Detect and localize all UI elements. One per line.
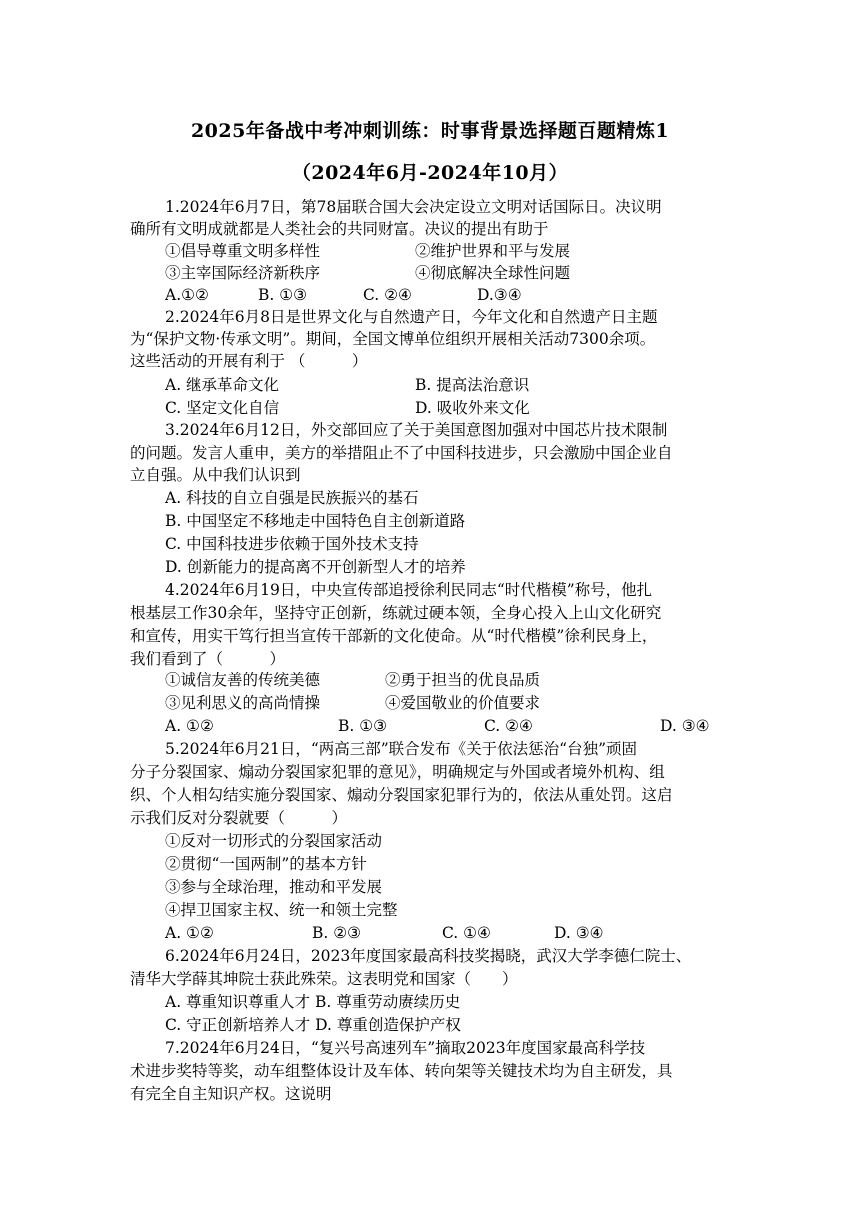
question-2-line-3: 这些活动的开展有利于 （ ） xyxy=(130,352,368,370)
question-2-option-c: C. 坚定文化自信 xyxy=(165,399,280,417)
question-1-statement-3: ③主宰国际经济新秩序 xyxy=(165,264,321,282)
question-3-option-d: D. 创新能力的提高离不开创新型人才的培养 xyxy=(165,558,466,576)
question-6-options-a-b: A. 尊重知识尊重人才 B. 尊重劳动赓续历史 xyxy=(165,993,461,1011)
question-7-line-1: 7.2024年6月24日，“复兴号高速列车”摘取2023年度国家最高科学技 xyxy=(165,1039,646,1057)
question-5-line-4: 示我们反对分裂就要（ ） xyxy=(130,809,348,827)
question-2-option-b: B. 提高法治意识 xyxy=(415,376,530,394)
question-5-option-c: C. ①④ xyxy=(442,924,491,942)
question-7-line-2: 术进步奖特等奖，动车组整体设计及车体、转向架等关键技术均为自主研发，具 xyxy=(130,1062,673,1080)
document-subtitle: （2024年6月-2024年10月） xyxy=(291,162,569,184)
question-2-option-d: D. 吸收外来文化 xyxy=(415,399,530,417)
document-title: 2025年备战中考冲刺训练：时事背景选择题百题精炼1 xyxy=(190,120,670,142)
question-4-option-b: B. ①③ xyxy=(338,717,388,735)
question-3-line-1: 3.2024年6月12日，外交部回应了关于美国意图加强对中国芯片技术限制 xyxy=(165,421,668,439)
question-5-statement-3: ③参与全球治理，推动和平发展 xyxy=(165,878,383,896)
question-1-statement-2: ②维护世界和平与发展 xyxy=(415,242,571,260)
question-2-line-1: 2.2024年6月8日是世界文化与自然遗产日，今年文化和自然遗产日主题 xyxy=(165,308,658,326)
question-4-option-d: D. ③④ xyxy=(660,717,710,735)
question-4-statement-4: ④爱国敬业的价值要求 xyxy=(385,694,541,712)
question-3-option-b: B. 中国坚定不移地走中国特色自主创新道路 xyxy=(165,512,466,530)
question-4-line-4: 我们看到了（ ） xyxy=(130,650,286,668)
question-1-option-d: D.③④ xyxy=(477,286,522,304)
question-7-line-3: 有完全自主知识产权。这说明 xyxy=(130,1085,332,1103)
question-5-statement-4: ④捍卫国家主权、统一和领土完整 xyxy=(165,901,398,919)
question-2-option-a: A. 继承革命文化 xyxy=(165,376,280,394)
question-5-statement-2: ②贯彻“一国两制”的基本方针 xyxy=(165,855,367,873)
question-1-line-1: 1.2024年6月7日，第78届联合国大会决定设立文明对话国际日。决议明 xyxy=(165,198,662,216)
question-4-statement-3: ③见利思义的高尚情操 xyxy=(165,694,321,712)
question-1-option-c: C. ②④ xyxy=(363,286,412,304)
question-5-statement-1: ①反对一切形式的分裂国家活动 xyxy=(165,832,383,850)
question-1-option-b: B. ①③ xyxy=(258,286,308,304)
question-5-option-b: B. ②③ xyxy=(312,924,362,942)
question-5-line-2: 分子分裂国家、煽动分裂国家犯罪的意见》，明确规定与外国或者境外机构、组 xyxy=(130,763,665,781)
question-3-line-3: 立自强。从中我们认识到 xyxy=(130,466,301,484)
question-3-option-a: A. 科技的自立自强是民族振兴的基石 xyxy=(165,489,419,507)
question-6-line-1: 6.2024年6月24日，2023年度国家最高科技奖揭晓，武汉大学李德仁院士、 xyxy=(165,947,692,965)
question-4-line-1: 4.2024年6月19日，中央宣传部追授徐利民同志“时代楷模”称号，他扎 xyxy=(165,581,653,599)
question-3-option-c: C. 中国科技进步依赖于国外技术支持 xyxy=(165,535,419,553)
question-4-statement-2: ②勇于担当的优良品质 xyxy=(385,671,541,689)
question-4-statement-1: ①诚信友善的传统美德 xyxy=(165,671,321,689)
question-6-line-2: 清华大学薛其坤院士获此殊荣。这表明党和国家（ ） xyxy=(130,970,518,988)
question-1-option-a: A.①② xyxy=(165,286,209,304)
question-5-option-d: D. ③④ xyxy=(554,924,604,942)
question-1-statement-1: ①倡导尊重文明多样性 xyxy=(165,242,321,260)
question-4-option-c: C. ②④ xyxy=(484,717,533,735)
question-4-option-a: A. ①② xyxy=(165,717,214,735)
question-3-line-2: 的问题。发言人重申，美方的举措阻止不了中国科技进步，只会激励中国企业自 xyxy=(130,444,673,462)
question-5-option-a: A. ①② xyxy=(165,924,214,942)
question-1-statement-4: ④彻底解决全球性问题 xyxy=(415,264,571,282)
question-5-line-1: 5.2024年6月21日，“两高三部”联合发布《关于依法惩治“台独”顽固 xyxy=(165,740,638,758)
question-1-line-2: 确所有文明成就都是人类社会的共同财富。决议的提出有助于 xyxy=(130,220,549,238)
question-4-line-3: 和宣传，用实干笃行担当宣传干部新的文化使命。从“时代楷模”徐利民身上， xyxy=(130,627,658,645)
question-6-options-c-d: C. 守正创新培养人才 D. 尊重创造保护产权 xyxy=(165,1016,461,1034)
question-2-line-2: 为“保护文物·传承文明”。期间，全国文博单位组织开展相关活动7300余项。 xyxy=(130,330,656,348)
question-5-line-3: 织、个人相勾结实施分裂国家、煽动分裂国家犯罪行为的，依法从重处罚。这启 xyxy=(130,786,673,804)
question-4-line-2: 根基层工作30余年，坚持守正创新，练就过硬本领，全身心投入上山文化研究 xyxy=(130,604,662,622)
